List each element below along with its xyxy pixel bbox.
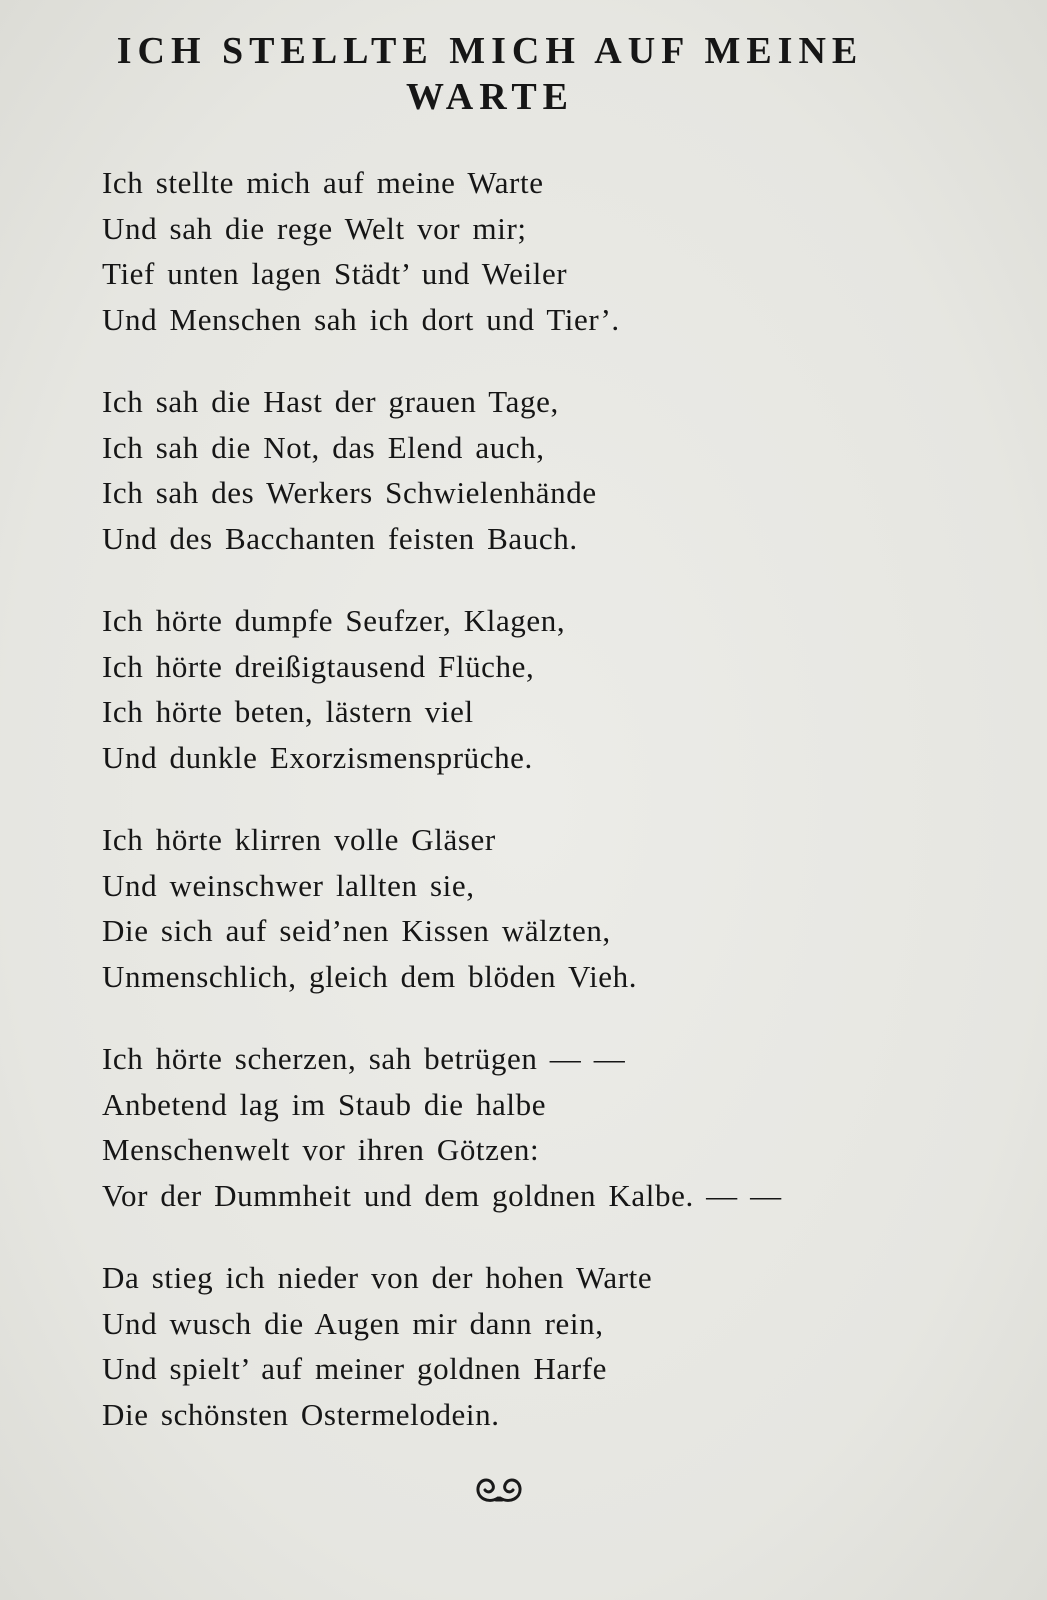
- stanza-5: [102, 1036, 782, 1218]
- poem-line: Ich hörte klirren volle Gläser: [102, 822, 496, 857]
- poem-line: Ich hörte beten, lästern viel: [102, 694, 474, 729]
- stanza-1: [102, 160, 782, 342]
- poem-title-line-2: WARTE: [405, 76, 575, 118]
- poem-line: Vor der Dummheit und dem goldnen Kalbe. — —: [102, 1177, 782, 1213]
- stanza-3: [102, 598, 782, 780]
- poem-line: Ich hörte scherzen, sah betrügen — —: [102, 1041, 626, 1076]
- poem-line: Und Menschen sah ich dort und Tier’.: [102, 301, 620, 337]
- poem-line: Und dunkle Exorzismensprüche.: [102, 739, 533, 775]
- stanza-4: [102, 817, 782, 999]
- poem-line: Und wusch die Augen mir dann rein,: [102, 1305, 604, 1341]
- poem-line: Und sah die rege Welt vor mir;: [102, 210, 527, 246]
- poem-line: Und weinschwer lallten sie,: [102, 867, 475, 903]
- poem-line: Anbetend lag im Staub die halbe: [102, 1086, 547, 1122]
- poem-line: Ich hörte dumpfe Seufzer, Klagen,: [102, 603, 566, 638]
- poem-line: Und des Bacchanten feisten Bauch.: [102, 520, 578, 556]
- poem-line: Ich sah des Werkers Schwielenhände: [102, 475, 597, 510]
- poem-line: Die sich auf seid’nen Kissen wälzten,: [102, 913, 611, 948]
- stanza-2: [102, 379, 782, 561]
- poem-line: Menschenwelt vor ihren Götzen:: [102, 1132, 540, 1167]
- poem-line: Da stieg ich nieder von der hohen Warte: [102, 1260, 653, 1295]
- scroll-ornament-icon: [474, 1472, 524, 1506]
- poem-title-line-1: ICH STELLTE MICH AUF MEINE: [116, 30, 864, 72]
- poem-line: Unmenschlich, gleich dem blöden Vieh.: [102, 958, 638, 994]
- poem-body: [102, 160, 782, 1474]
- poem-line: Tief unten lagen Städt’ und Weiler: [102, 256, 568, 291]
- poem-line: Und spielt’ auf meiner goldnen Harfe: [102, 1351, 607, 1386]
- poem-line: Ich hörte dreißigtausend Flüche,: [102, 648, 535, 684]
- poem-line: Ich stellte mich auf meine Warte: [102, 165, 544, 200]
- poem-line: Die schönsten Ostermelodein.: [102, 1396, 500, 1432]
- poem-line: Ich sah die Not, das Elend auch,: [102, 429, 545, 465]
- stanza-6: [102, 1255, 782, 1437]
- poem-line: Ich sah die Hast der grauen Tage,: [102, 384, 559, 419]
